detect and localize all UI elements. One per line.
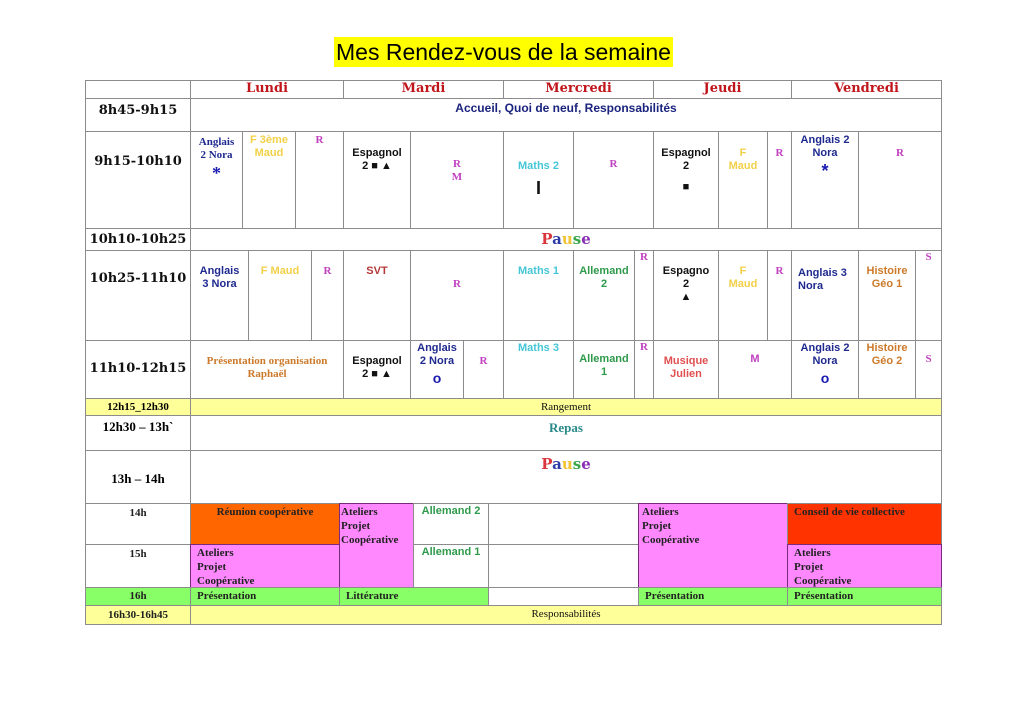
slot-text: F	[739, 265, 747, 277]
slot-text: M	[750, 353, 760, 365]
slot-cell	[573, 250, 635, 341]
slot-text: Anglais 2	[800, 342, 850, 354]
slot-text: Histoire	[866, 265, 908, 277]
slot-cell	[343, 340, 411, 399]
slot-text: Coopérative	[197, 575, 255, 587]
slot-cell	[343, 131, 411, 229]
time-cell: 14h	[85, 503, 191, 545]
slot-text: Anglais	[417, 342, 457, 354]
slot-cell	[190, 340, 344, 399]
time-cell: 12h15_12h30	[85, 398, 191, 416]
slot-text: Espagnol	[352, 147, 402, 159]
presentation-cell: Présentation	[638, 587, 788, 606]
pause-letter: a	[552, 230, 562, 248]
slot-cell	[718, 250, 768, 341]
pause-letter: a	[552, 455, 562, 473]
slot-text: Présentation organisation	[206, 355, 328, 367]
slot-text: Musique	[663, 355, 709, 367]
presentation-cell: Présentation	[190, 587, 340, 606]
allemand-cell: Allemand 2	[413, 503, 489, 545]
slot-text: 2 ■ ▲	[362, 160, 392, 172]
slot-text: 2 Nora	[419, 355, 455, 367]
slot-cell	[503, 340, 574, 399]
slot-text: Espagnol	[661, 147, 711, 159]
empty-cell	[488, 503, 639, 545]
pause-letter: u	[561, 455, 573, 473]
slot-cell	[767, 131, 792, 229]
slot-text: F	[739, 147, 747, 159]
slot-cell	[242, 131, 296, 229]
slot-text: R	[896, 147, 904, 159]
slot-text: Géo 1	[871, 278, 903, 290]
pause-letter: s	[572, 230, 582, 248]
slot-text: Nora	[812, 147, 838, 159]
slot-cell	[858, 250, 916, 341]
time-cell: 16h30-16h45	[85, 605, 191, 625]
slot-text: Nora	[798, 280, 824, 292]
pause-letter: e	[581, 455, 591, 473]
time-cell: 13h – 14h	[85, 450, 191, 504]
slot-cell	[410, 340, 464, 399]
slot-text: Julien	[670, 368, 702, 380]
slot-cell	[653, 340, 719, 399]
slot-text: Projet	[642, 520, 672, 532]
slot-text: Espagno	[662, 265, 710, 277]
slot-text: Géo 2	[871, 355, 903, 367]
time-cell: 15h	[85, 544, 191, 588]
repas-cell: Repas	[190, 415, 942, 451]
slot-cell	[915, 250, 942, 341]
slot-text: Projet	[341, 520, 371, 532]
slot-text: Maths 3	[518, 342, 559, 354]
slot-text: R	[775, 147, 784, 159]
time-cell: 16h	[85, 587, 191, 606]
slot-text: Maud	[728, 160, 758, 172]
slot-text: 2 ■ ▲	[362, 368, 392, 380]
slot-text: R	[640, 341, 648, 353]
pause-letter: s	[572, 455, 582, 473]
slot-cell	[858, 340, 916, 399]
slot-text: Raphaël	[247, 368, 287, 380]
slot-text: Anglais	[198, 136, 235, 148]
triangle-icon: ▲	[680, 291, 692, 303]
slot-text: R	[609, 158, 618, 170]
slot-text: Anglais 2	[800, 134, 850, 146]
slot-cell	[915, 340, 942, 399]
slot-cell	[410, 250, 504, 341]
slot-text: SVT	[366, 265, 388, 277]
day-header-mercredi: Mercredi	[503, 80, 654, 99]
slot-cell	[791, 340, 859, 399]
pause-cell	[190, 228, 942, 251]
slot-text: Histoire	[866, 342, 908, 354]
slot-cell	[503, 131, 574, 229]
square-icon: ■	[682, 181, 690, 193]
slot-text: M	[451, 171, 463, 183]
day-header-mardi: Mardi	[343, 80, 504, 99]
slot-text: F 3ème	[250, 134, 288, 146]
slot-text: Ateliers	[197, 547, 234, 559]
slot-text: R	[640, 251, 648, 263]
slot-text: Ateliers	[642, 506, 679, 518]
pause-letter: e	[581, 230, 591, 248]
bar-symbol-icon: I	[535, 178, 541, 198]
slot-text: S	[925, 251, 932, 263]
time-cell: 8h45-9h15	[85, 98, 191, 132]
slot-cell	[573, 131, 654, 229]
slot-text: 2	[600, 278, 608, 290]
slot-text: Maud	[254, 147, 284, 159]
slot-text: Maths 2	[518, 160, 559, 172]
slot-text: Maud	[728, 278, 758, 290]
slot-text: R	[315, 134, 324, 146]
slot-text: Anglais	[199, 265, 240, 277]
slot-cell	[767, 250, 792, 341]
slot-text: Allemand	[579, 265, 629, 277]
litterature-cell: Littérature	[339, 587, 489, 606]
day-header-vendredi: Vendredi	[791, 80, 942, 99]
ateliers-cell	[339, 503, 414, 588]
slot-text: Projet	[197, 561, 227, 573]
circle-symbol-icon: o	[432, 370, 442, 386]
slot-cell	[503, 250, 574, 341]
empty-cell	[488, 587, 639, 606]
corner-cell	[85, 80, 191, 99]
slot-cell	[295, 131, 344, 229]
slot-cell	[653, 250, 719, 341]
slot-text: Allemand	[579, 353, 629, 365]
slot-cell	[410, 131, 504, 229]
ateliers-cell	[190, 544, 340, 588]
slot-text: S	[925, 353, 932, 365]
slot-cell	[190, 131, 243, 229]
slot-cell	[791, 131, 859, 229]
page-title: Mes Rendez-vous de la semaine	[336, 39, 671, 65]
pause-letter: P	[541, 455, 553, 473]
slot-text: Anglais 3	[798, 267, 847, 279]
slot-cell	[791, 250, 859, 341]
slot-cell	[718, 131, 768, 229]
accueil-cell: Accueil, Quoi de neuf, Responsabilités	[190, 98, 942, 132]
time-cell: 12h30 – 13h`	[85, 415, 191, 451]
slot-cell	[634, 340, 654, 399]
time-cell: 11h10-12h15	[85, 340, 191, 399]
slot-text: R	[453, 278, 461, 290]
slot-text: Coopérative	[794, 575, 852, 587]
slot-cell	[343, 250, 411, 341]
allemand-cell: Allemand 1	[413, 544, 489, 588]
presentation-cell: Présentation	[787, 587, 942, 606]
ateliers-cell	[787, 544, 942, 588]
slot-cell	[190, 250, 249, 341]
slot-text: Nora	[812, 355, 838, 367]
asterisk-icon: *	[821, 161, 829, 181]
slot-text: 3 Nora	[202, 278, 237, 290]
empty-cell	[488, 544, 639, 588]
slot-text: Espagnol	[352, 355, 402, 367]
ateliers-cell	[638, 503, 788, 588]
reunion-cooperative-cell: Réunion coopérative	[190, 503, 340, 545]
asterisk-icon: *	[212, 163, 221, 183]
slot-cell	[718, 340, 792, 399]
slot-text: R	[479, 355, 488, 367]
slot-cell	[463, 340, 504, 399]
slot-cell	[311, 250, 344, 341]
slot-text: R	[775, 265, 784, 277]
time-cell: 10h25-11h10	[85, 250, 191, 341]
conseil-cell: Conseil de vie collective	[787, 503, 942, 545]
rangement-cell: Rangement	[190, 398, 942, 416]
slot-text: 2	[682, 160, 690, 172]
time-cell: 9h15-10h10	[85, 131, 191, 229]
time-cell: 10h10-10h25	[85, 228, 191, 251]
day-header-lundi: Lundi	[190, 80, 344, 99]
pause-letter: u	[561, 230, 573, 248]
slot-text: 2 Nora	[200, 149, 233, 161]
slot-text: F Maud	[260, 265, 300, 277]
pause-letter: P	[541, 230, 553, 248]
slot-text: Coopérative	[642, 534, 700, 546]
slot-cell	[653, 131, 719, 229]
responsabilites-cell: Responsabilités	[190, 605, 942, 625]
slot-text: Projet	[794, 561, 824, 573]
day-header-jeudi: Jeudi	[653, 80, 792, 99]
slot-text: 2	[682, 278, 690, 290]
slot-text: Coopérative	[341, 534, 399, 546]
slot-text: 1	[600, 366, 608, 378]
circle-symbol-icon: o	[820, 370, 830, 386]
slot-text: Maths 1	[518, 265, 559, 277]
slot-cell	[858, 131, 942, 229]
slot-cell	[248, 250, 312, 341]
slot-text: R	[453, 158, 461, 170]
slot-text: R	[323, 265, 332, 277]
slot-cell	[573, 340, 635, 399]
pause-cell	[190, 450, 942, 504]
slot-text: Ateliers	[341, 506, 378, 518]
slot-text: Ateliers	[794, 547, 831, 559]
slot-cell	[634, 250, 654, 341]
